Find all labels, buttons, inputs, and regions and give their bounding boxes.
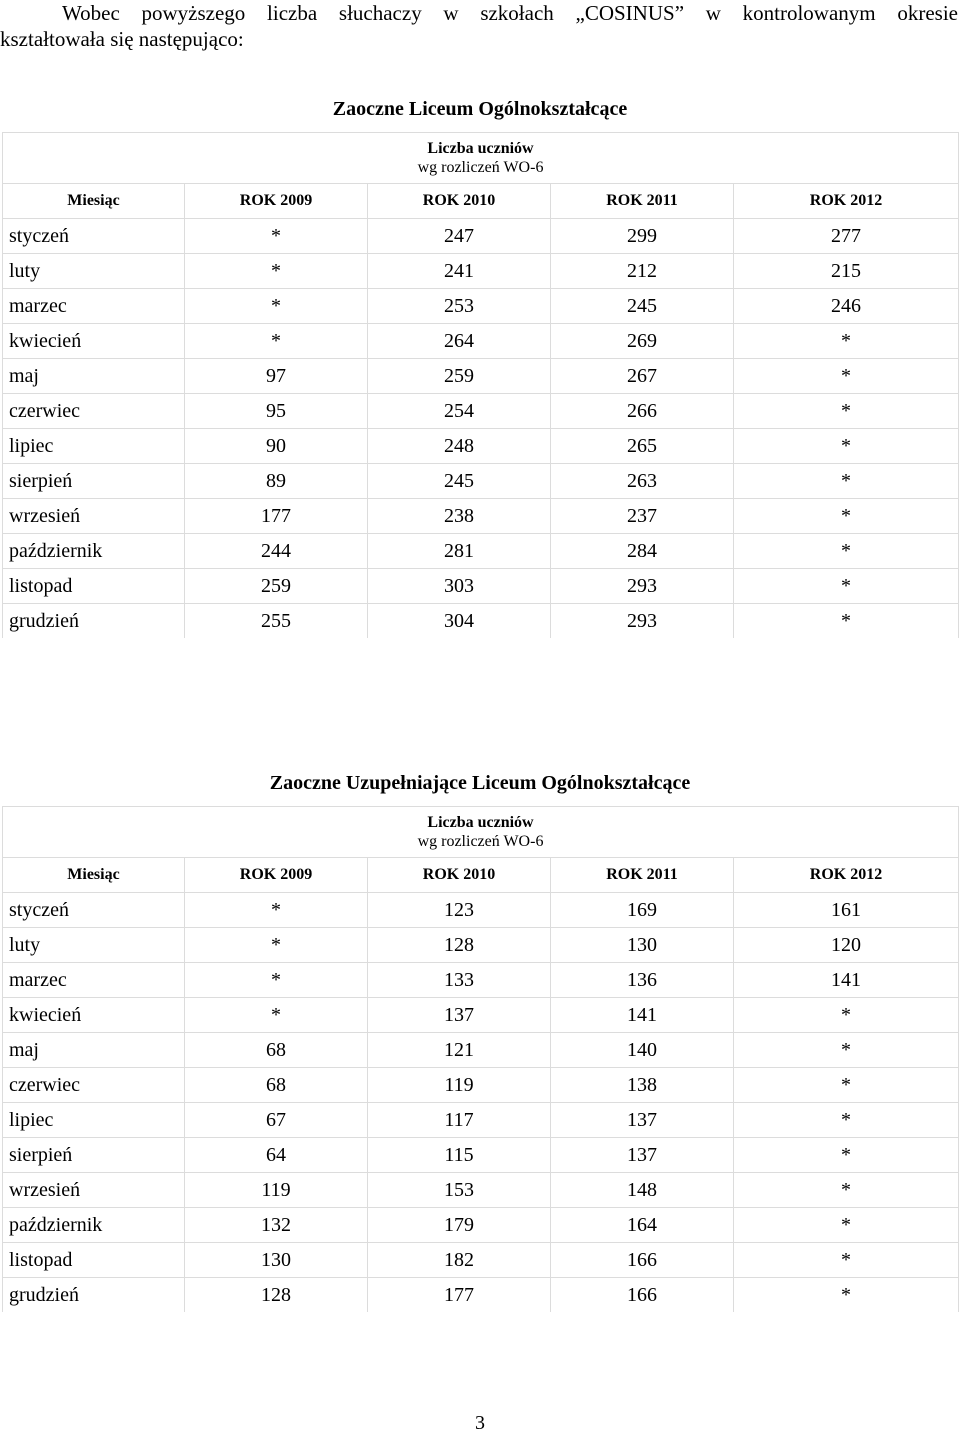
value-cell: 136	[551, 963, 734, 998]
table-row	[3, 604, 959, 639]
value-cell: 255	[185, 604, 368, 639]
month-cell: listopad	[3, 1243, 185, 1278]
value-cell: 133	[368, 963, 551, 998]
table-row	[3, 1068, 959, 1103]
value-cell: 284	[551, 534, 734, 569]
month-cell: grudzień	[3, 1278, 185, 1313]
value-cell: 68	[185, 1033, 368, 1068]
value-cell: *	[734, 429, 959, 464]
value-cell: 259	[368, 359, 551, 394]
value-cell: 141	[734, 963, 959, 998]
value-cell: 264	[368, 324, 551, 359]
table-row	[3, 1033, 959, 1068]
value-cell: 148	[551, 1173, 734, 1208]
value-cell: 68	[185, 1068, 368, 1103]
column-header: ROK 2010	[368, 184, 551, 219]
table-row	[3, 464, 959, 499]
value-cell: *	[734, 1033, 959, 1068]
month-cell: luty	[3, 254, 185, 289]
value-cell: 90	[185, 429, 368, 464]
value-cell: 115	[368, 1138, 551, 1173]
value-cell: 248	[368, 429, 551, 464]
table-1-body	[3, 219, 959, 639]
value-cell: *	[734, 604, 959, 639]
intro-line-2: kształtowała się następująco:	[0, 27, 244, 51]
month-cell: maj	[3, 359, 185, 394]
value-cell: 130	[551, 928, 734, 963]
value-cell: *	[185, 324, 368, 359]
month-cell: sierpień	[3, 1138, 185, 1173]
value-cell: 247	[368, 219, 551, 254]
value-cell: 267	[551, 359, 734, 394]
month-cell: luty	[3, 928, 185, 963]
column-header: ROK 2011	[551, 184, 734, 219]
intro-line-1: Wobec powyższego liczba słuchaczy w szkołach „COSINUS” w kontrolowanym okresie	[62, 1, 958, 25]
value-cell: 212	[551, 254, 734, 289]
value-cell: 304	[368, 604, 551, 639]
month-cell: marzec	[3, 963, 185, 998]
value-cell: *	[734, 394, 959, 429]
table-row	[3, 359, 959, 394]
value-cell: *	[185, 963, 368, 998]
value-cell: 117	[368, 1103, 551, 1138]
table-1-caption	[3, 133, 959, 184]
value-cell: 303	[368, 569, 551, 604]
value-cell: 179	[368, 1208, 551, 1243]
table-row	[3, 394, 959, 429]
month-cell: listopad	[3, 569, 185, 604]
table-row	[3, 963, 959, 998]
table-row	[3, 1208, 959, 1243]
table-row	[3, 429, 959, 464]
value-cell: 137	[368, 998, 551, 1033]
month-cell: czerwiec	[3, 1068, 185, 1103]
value-cell: *	[734, 1243, 959, 1278]
value-cell: 164	[551, 1208, 734, 1243]
table-2-header-row	[3, 858, 959, 893]
month-cell: październik	[3, 534, 185, 569]
value-cell: 177	[185, 499, 368, 534]
value-cell: 128	[185, 1278, 368, 1313]
value-cell: 244	[185, 534, 368, 569]
value-cell: *	[185, 289, 368, 324]
table-row	[3, 1103, 959, 1138]
table-row	[3, 324, 959, 359]
value-cell: 265	[551, 429, 734, 464]
value-cell: 293	[551, 604, 734, 639]
month-cell: październik	[3, 1208, 185, 1243]
column-header: ROK 2010	[368, 858, 551, 893]
value-cell: 166	[551, 1243, 734, 1278]
value-cell: 119	[368, 1068, 551, 1103]
value-cell: 132	[185, 1208, 368, 1243]
value-cell: 141	[551, 998, 734, 1033]
value-cell: 215	[734, 254, 959, 289]
value-cell: 138	[551, 1068, 734, 1103]
value-cell: 137	[551, 1103, 734, 1138]
page-number: 3	[475, 1412, 485, 1434]
value-cell: 166	[551, 1278, 734, 1313]
month-cell: kwiecień	[3, 998, 185, 1033]
value-cell: *	[185, 998, 368, 1033]
value-cell: *	[734, 1068, 959, 1103]
value-cell: *	[734, 1173, 959, 1208]
table-2-caption-line-1: Liczba uczniów	[427, 814, 534, 831]
month-cell: styczeń	[3, 893, 185, 928]
table-row	[3, 893, 959, 928]
value-cell: 123	[368, 893, 551, 928]
value-cell: 269	[551, 324, 734, 359]
table-2-body	[3, 893, 959, 1313]
value-cell: *	[734, 324, 959, 359]
table-2	[2, 806, 959, 1313]
table-1-caption-line-1: Liczba uczniów	[427, 140, 534, 157]
value-cell: 169	[551, 893, 734, 928]
value-cell: *	[734, 998, 959, 1033]
value-cell: 277	[734, 219, 959, 254]
value-cell: 161	[734, 893, 959, 928]
table-2-title: Zaoczne Uzupełniające Liceum Ogólnokształcące	[269, 772, 691, 794]
value-cell: 254	[368, 394, 551, 429]
value-cell: 89	[185, 464, 368, 499]
month-cell: sierpień	[3, 464, 185, 499]
value-cell: 128	[368, 928, 551, 963]
table-row	[3, 219, 959, 254]
table-row	[3, 1278, 959, 1313]
table-2-caption-line-2: wg rozliczeń WO-6	[417, 833, 544, 850]
table-row	[3, 998, 959, 1033]
table-row	[3, 1243, 959, 1278]
column-header: Miesiąc	[3, 858, 185, 893]
month-cell: wrzesień	[3, 1173, 185, 1208]
value-cell: 120	[734, 928, 959, 963]
value-cell: *	[185, 893, 368, 928]
value-cell: 293	[551, 569, 734, 604]
value-cell: *	[185, 254, 368, 289]
month-cell: wrzesień	[3, 499, 185, 534]
value-cell: 130	[185, 1243, 368, 1278]
value-cell: 182	[368, 1243, 551, 1278]
value-cell: 246	[734, 289, 959, 324]
table-1-caption-line-2: wg rozliczeń WO-6	[417, 159, 544, 176]
value-cell: *	[734, 534, 959, 569]
value-cell: 121	[368, 1033, 551, 1068]
intro-paragraph	[0, 0, 958, 52]
table-row	[3, 928, 959, 963]
value-cell: *	[734, 1208, 959, 1243]
month-cell: styczeń	[3, 219, 185, 254]
value-cell: 237	[551, 499, 734, 534]
value-cell: *	[185, 219, 368, 254]
value-cell: 67	[185, 1103, 368, 1138]
value-cell: 245	[368, 464, 551, 499]
value-cell: 119	[185, 1173, 368, 1208]
table-row	[3, 1138, 959, 1173]
table-row	[3, 569, 959, 604]
value-cell: 137	[551, 1138, 734, 1173]
value-cell: *	[185, 928, 368, 963]
value-cell: 253	[368, 289, 551, 324]
value-cell: 245	[551, 289, 734, 324]
value-cell: 238	[368, 499, 551, 534]
value-cell: 97	[185, 359, 368, 394]
table-row	[3, 1173, 959, 1208]
value-cell: 299	[551, 219, 734, 254]
table-1-header-row	[3, 184, 959, 219]
value-cell: *	[734, 464, 959, 499]
value-cell: 64	[185, 1138, 368, 1173]
month-cell: grudzień	[3, 604, 185, 639]
value-cell: 281	[368, 534, 551, 569]
column-header: Miesiąc	[3, 184, 185, 219]
value-cell: *	[734, 1138, 959, 1173]
table-2-caption	[3, 807, 959, 858]
column-header: ROK 2011	[551, 858, 734, 893]
month-cell: lipiec	[3, 429, 185, 464]
value-cell: 140	[551, 1033, 734, 1068]
table-1-title: Zaoczne Liceum Ogólnokształcące	[332, 98, 628, 120]
month-cell: lipiec	[3, 1103, 185, 1138]
column-header: ROK 2012	[734, 858, 959, 893]
month-cell: kwiecień	[3, 324, 185, 359]
table-row	[3, 289, 959, 324]
value-cell: *	[734, 569, 959, 604]
column-header: ROK 2009	[185, 184, 368, 219]
value-cell: 263	[551, 464, 734, 499]
table-row	[3, 499, 959, 534]
month-cell: marzec	[3, 289, 185, 324]
value-cell: 241	[368, 254, 551, 289]
column-header: ROK 2012	[734, 184, 959, 219]
value-cell: 95	[185, 394, 368, 429]
table-row	[3, 534, 959, 569]
value-cell: 153	[368, 1173, 551, 1208]
value-cell: *	[734, 359, 959, 394]
value-cell: *	[734, 499, 959, 534]
value-cell: 259	[185, 569, 368, 604]
table-1	[2, 132, 959, 639]
column-header: ROK 2009	[185, 858, 368, 893]
table-row	[3, 254, 959, 289]
value-cell: 177	[368, 1278, 551, 1313]
value-cell: *	[734, 1278, 959, 1313]
month-cell: maj	[3, 1033, 185, 1068]
value-cell: 266	[551, 394, 734, 429]
value-cell: *	[734, 1103, 959, 1138]
month-cell: czerwiec	[3, 394, 185, 429]
